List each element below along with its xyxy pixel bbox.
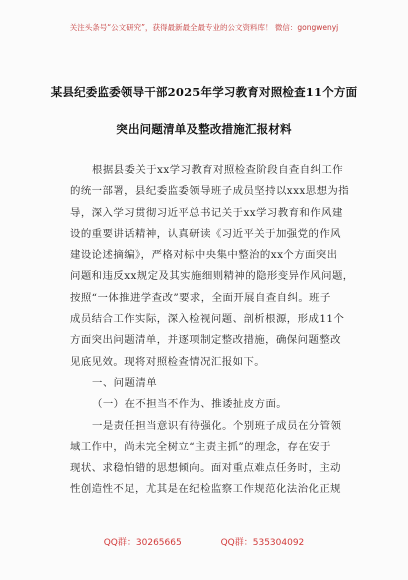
body-line: 一是责任担当意识有待强化。个别班子成员在分管领	[92, 419, 342, 432]
body-line: 方面突出问题清单，并逐项制定整改措施，确保问题整改	[70, 334, 342, 347]
body-line: 导，深入学习贯彻习近平总书记关于xx学习教育和作风建	[70, 206, 343, 219]
qq-group-1: QQ群：30265665	[103, 538, 182, 548]
subsection-heading: （一）在不担当不作为、推诿扯皮方面。	[92, 398, 288, 411]
document-body	[70, 160, 354, 501]
watermark-footer	[0, 535, 408, 548]
body-line: 问题和违反xx规定及其实施细则精神的隐形变异作风问题，	[70, 270, 354, 283]
watermark-header: 关注头条号“公文研究”，获得最新最全最专业的公文资料库！ 微信：gongwenyj	[69, 23, 339, 32]
section-heading: 一、问题清单	[92, 376, 158, 389]
body-line: 域工作中，尚未完全树立“主责主抓”的理念，存在安于	[70, 440, 331, 453]
body-line: 按照“一体推进学查改”要求，全面开展自查自纠。班子	[70, 291, 331, 304]
body-line: 根据县委关于xx学习教育对照检查阶段自查自纠工作	[92, 164, 344, 176]
document-title-line-2: 突出问题清单及整改措施汇报材料	[116, 122, 292, 136]
body-line: 性创造性不足，尤其是在纪检监察工作规范化法治化正规	[70, 483, 342, 496]
body-line: 现状、求稳怕错的思想倾向。面对重点难点任务时，主动	[70, 462, 342, 475]
qq-group-2: QQ群：535304092	[220, 538, 305, 548]
document-title-line-1: 某县纪委监委领导干部2025年学习教育对照检查11个方面	[50, 85, 358, 99]
body-line: 见底见效。现将对照检查情况汇报如下。	[70, 355, 266, 368]
body-line: 的统一部署，县纪委监委领导班子成员坚持以xxx思想为指	[70, 185, 350, 198]
body-line: 成员结合工作实际，深入检视问题、剖析根源，形成11个	[70, 313, 345, 326]
body-line: 设的重要讲话精神，认真研读《习近平关于加强党的作风	[70, 227, 342, 240]
body-line: 建设论述摘编》，严格对标中央集中整治的xx个方面突出	[70, 249, 338, 262]
